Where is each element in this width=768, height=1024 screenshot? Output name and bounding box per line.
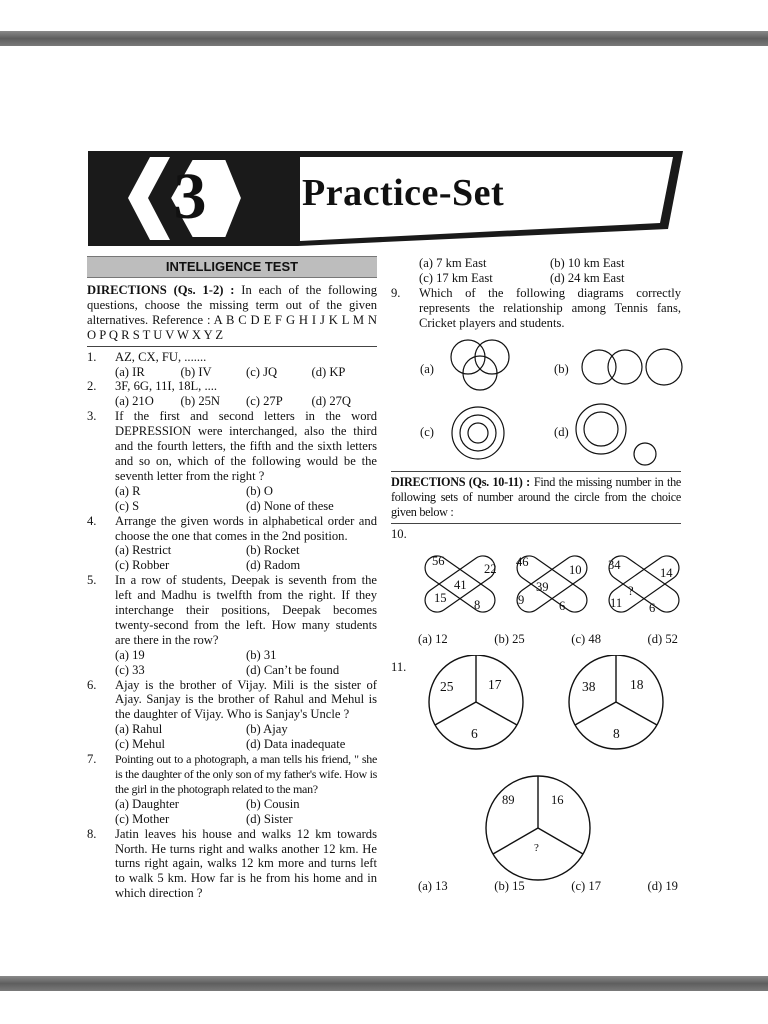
question-text: 3F, 6G, 11I, 18L, .... xyxy=(115,379,218,394)
option-b[interactable]: (b) IV xyxy=(180,364,212,379)
option-d[interactable]: (d) 52 xyxy=(647,632,678,646)
q9-option-c-label[interactable]: (c) xyxy=(420,425,434,439)
q10-f3-top-left: 34 xyxy=(608,558,621,572)
question-5 xyxy=(87,573,377,648)
question-text: Ajay is the brother of Vijay. Mili is the sister of Ajay. Sanjay is the brother of Rahul and Mehul is the daughter of Vijay. Who is Sanjay's Uncle ? xyxy=(115,677,377,722)
q10-f1-top-right: 22 xyxy=(484,562,497,576)
option-c[interactable]: (c) 17 xyxy=(571,879,601,893)
divider xyxy=(391,523,681,524)
question-3 xyxy=(87,409,377,484)
q11-options xyxy=(418,879,678,894)
option-a[interactable]: (a) 12 xyxy=(418,632,448,646)
option-c[interactable]: (c) Mehul xyxy=(115,737,166,752)
q10-options xyxy=(418,632,678,647)
question-number: 1. xyxy=(87,349,97,364)
q11-c3-left: 89 xyxy=(502,793,515,807)
option-c[interactable]: (c) 17 km East xyxy=(419,270,493,285)
right-column xyxy=(391,256,681,331)
option-b[interactable]: (b) 10 km East xyxy=(550,256,625,270)
option-b[interactable]: (b) 25N xyxy=(180,394,221,409)
question-11-number: 11. xyxy=(391,660,407,674)
q10-f3-top-right: 14 xyxy=(660,566,673,580)
option-c[interactable]: (c) 48 xyxy=(571,632,601,646)
option-c[interactable]: (c) S xyxy=(115,498,140,513)
option-a[interactable]: (a) Restrict xyxy=(115,543,172,558)
q11-c1-left: 25 xyxy=(440,679,454,694)
question-number: 9. xyxy=(391,285,401,300)
question-6-options xyxy=(87,722,377,752)
directions-label: DIRECTIONS (Qs. 1-2) : xyxy=(87,283,235,297)
question-7 xyxy=(87,752,377,797)
option-c[interactable]: (c) 27P xyxy=(246,394,283,409)
directions-10-11 xyxy=(391,475,681,520)
option-b[interactable]: (b) Cousin xyxy=(246,796,300,811)
option-c[interactable]: (c) Robber xyxy=(115,558,170,573)
bottom-border-bar xyxy=(0,976,768,991)
option-a[interactable]: (a) 7 km East xyxy=(419,256,487,270)
q11-c3-bottom: ? xyxy=(534,842,539,854)
question-2 xyxy=(87,379,377,394)
q9-diagram-b xyxy=(578,344,690,390)
option-a[interactable]: (a) 19 xyxy=(115,647,145,662)
q11-c1-right: 17 xyxy=(488,677,502,692)
question-number: 3. xyxy=(87,409,97,424)
option-c[interactable]: (c) Mother xyxy=(115,811,170,826)
question-text: AZ, CX, FU, ....... xyxy=(115,349,207,364)
question-number: 6. xyxy=(87,677,97,692)
q10-f1-bottom-right: 8 xyxy=(474,598,481,612)
option-a[interactable]: (a) R xyxy=(115,483,141,498)
option-d[interactable]: (d) 19 xyxy=(647,879,678,893)
option-a[interactable]: (a) Daughter xyxy=(115,796,179,811)
top-border-bar xyxy=(0,31,768,46)
directions-text: In each of the following questions, choose the missing term out of the given alternatives. Reference : A B C D E F G H I J K L M N O P Q R S T U V W X Y Z xyxy=(87,283,377,342)
q10-f1-top-left: 56 xyxy=(432,554,445,568)
q10-f2-top-right: 10 xyxy=(569,563,582,577)
question-text: Pointing out to a photograph, a man tells his friend, " she is the daughter of the only son of my father's wife. How is the girl in the photograph related to the man? xyxy=(115,752,377,796)
q10-f2-bottom-left: 9 xyxy=(518,593,525,607)
option-b[interactable]: (b) 15 xyxy=(494,879,525,893)
q10-f3-bottom-right: 6 xyxy=(649,601,656,615)
option-d[interactable]: (d) KP xyxy=(311,364,346,379)
option-b[interactable]: (b) Rocket xyxy=(246,543,300,558)
page-title: Practice-Set xyxy=(302,172,505,214)
q11-c2-left: 38 xyxy=(582,679,596,694)
question-3-options xyxy=(87,484,377,514)
question-number: 8. xyxy=(87,826,97,841)
divider xyxy=(391,471,681,472)
q11-c2-bottom: 8 xyxy=(613,726,620,741)
question-7-options xyxy=(87,797,377,827)
directions-text: Find the missing number in the following sets of number around the circle from the choice given below : xyxy=(391,475,682,519)
q10-f2-bottom-right: 6 xyxy=(559,599,566,613)
directions-1-2 xyxy=(87,283,377,343)
question-5-options xyxy=(87,648,377,678)
q11-circle-3 xyxy=(486,776,590,880)
question-1 xyxy=(87,350,377,365)
q10-f2-center: 39 xyxy=(536,580,549,594)
question-1-options xyxy=(87,365,377,380)
q10-f3-bottom-left: 11 xyxy=(610,596,623,610)
option-c[interactable]: (c) JQ xyxy=(246,364,278,379)
option-d[interactable]: (d) Data inadequate xyxy=(246,737,346,752)
option-d[interactable]: (d) None of these xyxy=(246,498,334,513)
option-d[interactable]: (d) 27Q xyxy=(311,394,352,409)
question-4-options xyxy=(87,543,377,573)
option-b[interactable]: (b) O xyxy=(246,483,273,498)
directions-10-11-block xyxy=(391,471,681,542)
option-d[interactable]: (d) Sister xyxy=(246,811,293,826)
q9-option-b-label[interactable]: (b) xyxy=(554,362,569,376)
question-9 xyxy=(391,286,681,331)
q10-f1-center: 41 xyxy=(454,578,467,592)
option-d[interactable]: (d) Can’t be found xyxy=(246,662,340,677)
section-heading: INTELLIGENCE TEST xyxy=(87,256,377,278)
option-b[interactable]: (b) 31 xyxy=(246,647,277,662)
question-text: If the first and second letters in the word DEPRESSION were interchanged, also the third and the fourth letters, the fifth and the sixth letters and so on, which of the following would be the seventh letter from the right ? xyxy=(115,409,377,483)
question-number: 7. xyxy=(87,752,97,767)
question-text: In a row of students, Deepak is seventh from the left and Madhu is twelfth from the right. If they interchange their positions, Deepak becomes twenty-second from the left. How many students are there in the row? xyxy=(115,573,377,647)
q10-f1-bottom-left: 15 xyxy=(434,591,447,605)
question-8 xyxy=(87,827,377,902)
option-a[interactable]: (a) 13 xyxy=(418,879,448,893)
q9-option-a-label[interactable]: (a) xyxy=(420,362,434,376)
q9-diagram-c xyxy=(443,400,513,466)
directions-label: DIRECTIONS (Qs. 10-11) : xyxy=(391,475,530,489)
q9-diagram-d xyxy=(575,400,660,470)
option-d[interactable]: (d) Radom xyxy=(246,558,301,573)
option-c[interactable]: (c) 33 xyxy=(115,662,145,677)
question-10-number: 10. xyxy=(391,526,407,541)
question-8-options xyxy=(391,256,681,286)
q11-c1-bottom: 6 xyxy=(471,726,478,741)
question-4 xyxy=(87,514,377,544)
q9-diagram-a xyxy=(440,335,520,395)
question-2-options xyxy=(87,394,377,409)
divider xyxy=(87,346,377,347)
q11-c3-right: 16 xyxy=(551,793,564,807)
option-b[interactable]: (b) Ajay xyxy=(246,722,288,737)
q11-c2-right: 18 xyxy=(630,677,644,692)
option-b[interactable]: (b) 25 xyxy=(494,632,525,646)
question-text: Arrange the given words in alphabetical order and choose the one that comes in the 2nd position. xyxy=(115,513,377,543)
question-number: 5. xyxy=(87,573,97,588)
chapter-number: 3 xyxy=(173,160,207,233)
option-a[interactable]: (a) 21O xyxy=(115,394,154,409)
q9-option-d-label[interactable]: (d) xyxy=(554,425,569,439)
question-number: 2. xyxy=(87,379,97,394)
question-6 xyxy=(87,678,377,723)
q11-circles xyxy=(418,655,693,895)
left-column xyxy=(87,256,377,901)
option-a[interactable]: (a) Rahul xyxy=(115,722,163,737)
question-text: Which of the following diagrams correctly represents the relationship among Tennis fans, Cricket players and students. xyxy=(419,285,681,330)
question-number: 4. xyxy=(87,513,97,528)
option-a[interactable]: (a) IR xyxy=(115,364,145,379)
q10-f3-center: ? xyxy=(628,584,634,598)
option-d[interactable]: (d) 24 km East xyxy=(550,270,625,285)
question-text: Jatin leaves his house and walks 12 km towards North. He turns right and walks another 12 km. He turns right again, walks 12 km more and turns left to walk 5 km. How far is he from his home and in which direction ? xyxy=(115,826,377,901)
q10-f2-top-left: 46 xyxy=(516,555,529,569)
